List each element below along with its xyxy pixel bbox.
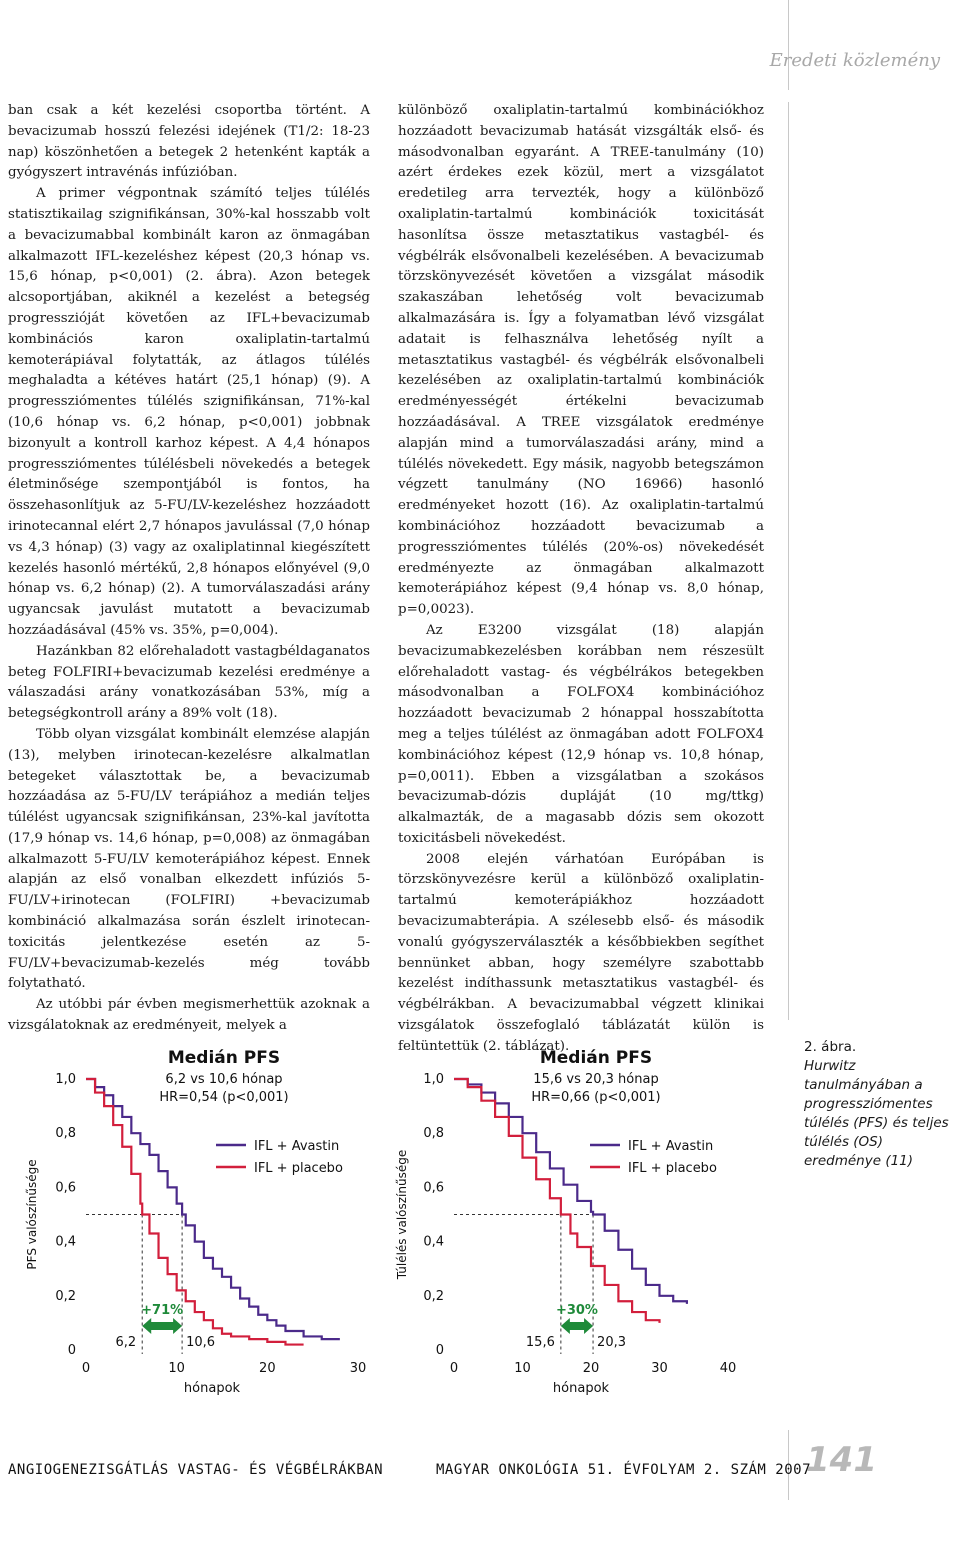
left-paragraph-5: Az utóbbi pár évben megismerhettük azoknak a vizsgálatoknak az eredményeit, melyek a: [8, 997, 370, 1034]
median-label-treatment: 10,6: [186, 1335, 216, 1350]
gain-arrow: [142, 1318, 182, 1334]
column-divider: [788, 102, 789, 1020]
x-tick-label: 20: [259, 1361, 276, 1376]
x-tick-label: 0: [449, 1361, 459, 1376]
left-paragraph-1: ban csak a két kezelési csoportba történt. A bevacizumab hosszú felezési idejének (T1/2: 18-23 nap) köszönhetően a betegek 2 hetenként kapták a gyógyszert intravénás infúzióban.: [8, 103, 370, 181]
left-paragraph-2: A primer végpontnak számító teljes túlélés statisztikailag szignifikánsan, 30%-kal hosszabb volt a bevacizumabbal kombinált karon az önmagában alkalmazott IFL-kezeléshez képest (20,3 hónap vs. 15,6 hónap, p<0,001) (2. ábra). Azon betegek alcsoportjában, akiknél a kezelést a betegség progresszióját követően az IFL+bevacizumab kombinációs karon oxaliplatin-tartalmú kemoterápiával folytatták, az átlagos túlélés meghaladta a kétéves határt (25,1 hónap) (9). A progressziómentes túlélés szignifikánsan, 71%-kal (10,6 hónap vs. 6,2 hónap, p<0,001) jobbnak bizonyult a kontroll karhoz képest. A 4,4 hónapos progressziómentes túlélésbeli növekedés a betegek életminősége szempontjából is fontos, ha összehasonlítjuk az 5-FU/LV-kezeléshez hozzáadott irinotecannal elért 2,7 hónapos javulással (7,0 hónap vs 4,3 hónap) (3) vagy az oxaliplatinnal kiegészített kezelés hasonló mértékű, 2,8 hónapos előnyével (9,0 hónap vs. 6,2 hónap) (2). A tumorválaszadási arány ugyancsak javulást mutatott a bevacizumab hozzáadásával (45% vs. 35%, p=0,004).: [8, 186, 370, 638]
y-tick-label: 0,6: [55, 1180, 76, 1196]
figure-caption-label: 2. ábra.: [804, 1039, 857, 1055]
y-tick-label: 0,4: [423, 1234, 444, 1250]
y-tick-label: 1,0: [55, 1072, 76, 1087]
figure-caption-text: Hurwitz tanulmányában a progressziómentes túlélés (PFS) és teljes túlélés (OS) eredménye (11): [804, 1058, 949, 1169]
x-tick-label: 30: [651, 1361, 668, 1376]
y-tick-label: 0,8: [423, 1126, 444, 1142]
legend-label: IFL + placebo: [254, 1161, 343, 1176]
chart-subtitle: 6,2 vs 10,6 hónap: [165, 1072, 283, 1087]
series-line-avastin: [454, 1079, 687, 1304]
x-tick-label: 20: [582, 1361, 600, 1376]
x-axis-label: hónapok: [552, 1381, 610, 1396]
chart-subtitle: 15,6 vs 20,3 hónap: [533, 1072, 659, 1087]
y-tick-label: 0: [435, 1343, 444, 1358]
median-label-control: 6,2: [115, 1335, 137, 1350]
gain-arrow: [561, 1318, 593, 1334]
right-paragraph-3: 2008 elején várhatóan Európában is törzskönyvezésre kerül a különböző oxaliplatin-tartalmú kemoterápiákhoz hozzáadott bevacizumabterápia. A szélesebb első- és második vonalú gyógyszerválaszték a későbbiekben segíthet bennünket abban, hogy személyre szabottabb kezelést indíthassunk metasztatikus vastagbél- és végbélrákban. A bevacizumabbal végzett klinikai vizsgálatok összefoglaló táblázatát külön is feltüntettük (2. táblázat).: [398, 851, 764, 1054]
footer-journal-section: ANGIOGENEZISGÁTLÁS VASTAG- ÉS VÉGBÉLRÁKBAN: [8, 1462, 384, 1478]
chart-title: Medián PFS: [539, 1048, 653, 1068]
y-axis-label: PFS valószínűsége: [25, 1159, 39, 1270]
x-tick-label: 10: [168, 1361, 185, 1376]
right-text-column: [398, 101, 764, 1058]
y-tick-label: 0: [67, 1343, 76, 1358]
y-tick-label: 0,8: [55, 1126, 76, 1142]
os-kaplan-meier-chart: [394, 1035, 774, 1405]
y-tick-label: 0,4: [55, 1234, 76, 1250]
gain-label: +71%: [141, 1303, 184, 1318]
chart-hazard-ratio: HR=0,66 (p<0,001): [531, 1090, 661, 1105]
x-tick-label: 30: [349, 1361, 367, 1376]
series-line-avastin: [86, 1079, 340, 1339]
left-text-column: [8, 101, 370, 1037]
right-paragraph-2: Az E3200 vizsgálat (18) alapján bevacizumabkezelésben korábban nem részesült előrehaladott vastag- és végbélrákos betegekben másodvonalban a FOLFOX4 kombinációhoz hozzáadott bevacizumab 2 hónappal hosszabította meg a teljes túlélést az önmagában adott FOLFOX4 kombinációhoz képest (12,9 hónap vs. 10,8 hónap, p=0,0011). Ebben a vizsgálatban a szokásos bevacizumab-dózis dupláját (10 mg/ttkg) alkalmazták, de a magasabb dózis sem okozott toxicitásbeli növekedést.: [398, 622, 764, 846]
chart-hazard-ratio: HR=0,54 (p<0,001): [159, 1090, 289, 1105]
x-axis-label: hónapok: [183, 1381, 241, 1396]
figure-caption: [804, 1038, 954, 1171]
chart-title: Medián PFS: [167, 1048, 281, 1068]
y-tick-label: 0,2: [423, 1288, 444, 1304]
legend-label: IFL + placebo: [628, 1161, 717, 1176]
pfs-kaplan-meier-chart: [6, 1035, 390, 1405]
page-number: 141: [806, 1440, 877, 1480]
y-axis-label: Túlélés valószínűsége: [395, 1149, 409, 1280]
right-paragraph-1: különböző oxaliplatin-tartalmú kombinációkhoz hozzáadott bevacizumab hatását vizsgálták első- és másodvonalban egyaránt. A TREE-tanulmány (10) azért érdekes ezek közül, mert a vizsgálatot eredetileg arra tervezték, hogy a különböző oxaliplatin-tartalmú kombinációk toxicitását hasonlítsa össze metasztatikus vastagbél- és végbélrák elsővonalbeli kezelésében. A bevacizumab törzskönyvezését követően a vizsgálat második szakaszában lehetőség volt bevacizumab alkalmazására is. Így a folyamatban lévő vizsgálat adatait is felhasználva lehetőség nyílt a metasztatikus vastagbél- és végbélrák elsővonalbeli kezelésében az oxaliplatin-tartalmú kombinációk eredményességét értékelni bevacizumab hozzáadásával. A TREE vizsgálatok eredménye alapján mind a tumorválaszadási arány, mind a túlélés növekedett. Egy másik, nagyobb betegszámon végzett tanulmány (NO 16966) hasonló eredményeket hozott (16). Az oxaliplatin-tartalmú kombinációhoz hozzáadott bevacizumab a progressziómentes túlélés (20%-os) növekedését eredményezte az önmagában alkalmazott kemoterápiához képest (9,4 hónap vs. 8,0 hónap, p=0,0023).: [398, 103, 764, 618]
x-tick-label: 10: [514, 1361, 531, 1376]
y-tick-label: 1,0: [423, 1072, 444, 1087]
y-tick-label: 0,2: [55, 1288, 76, 1304]
legend-label: IFL + Avastin: [628, 1139, 714, 1154]
legend-label: IFL + Avastin: [254, 1139, 340, 1154]
series-line-placebo: [454, 1079, 660, 1323]
median-label-treatment: 20,3: [597, 1335, 627, 1350]
left-paragraph-3: Hazánkban 82 előrehaladott vastagbéldaganatos beteg FOLFIRI+bevacizumab kezelési eredménye a válaszadási arány vonatkozásában 53%, míg a betegségkontroll arány a 89% volt (18).: [8, 643, 370, 722]
series-line-placebo: [86, 1079, 304, 1345]
footer-journal-info: MAGYAR ONKOLÓGIA 51. ÉVFOLYAM 2. SZÁM 2007: [436, 1462, 812, 1478]
y-tick-label: 0,6: [423, 1180, 444, 1196]
running-head: Eredeti közlemény: [769, 50, 940, 71]
median-label-control: 15,6: [525, 1335, 555, 1350]
x-tick-label: 0: [81, 1361, 91, 1376]
gain-label: +30%: [555, 1303, 598, 1318]
x-tick-label: 40: [719, 1361, 737, 1376]
header-divider: [788, 0, 789, 90]
left-paragraph-4: Több olyan vizsgálat kombinált elemzése alapján (13), melyben irinotecan-kezelésre alkalmatlan betegeket választottak be, a bevacizumab hozzáadása az 5-FU/LV terápiához a medián teljes túlélést ugyancsak szignifikánsan, 23%-kal javította (17,9 hónap vs. 14,6 hónap, p=0,008) az önmagában alkalmazott 5-FU/LV kemoterápiához képest. Ennek alapján az első vonalban elkezdett infúziós 5-FU/LV+irinotecan (FOLFIRI) +bevacizumab kombináció alkalmazása során észlelt irinotecan-toxicitás jelentkezése esetén az 5-FU/LV+bevacizumab-kezelés még tovább folytatható.: [8, 726, 370, 992]
